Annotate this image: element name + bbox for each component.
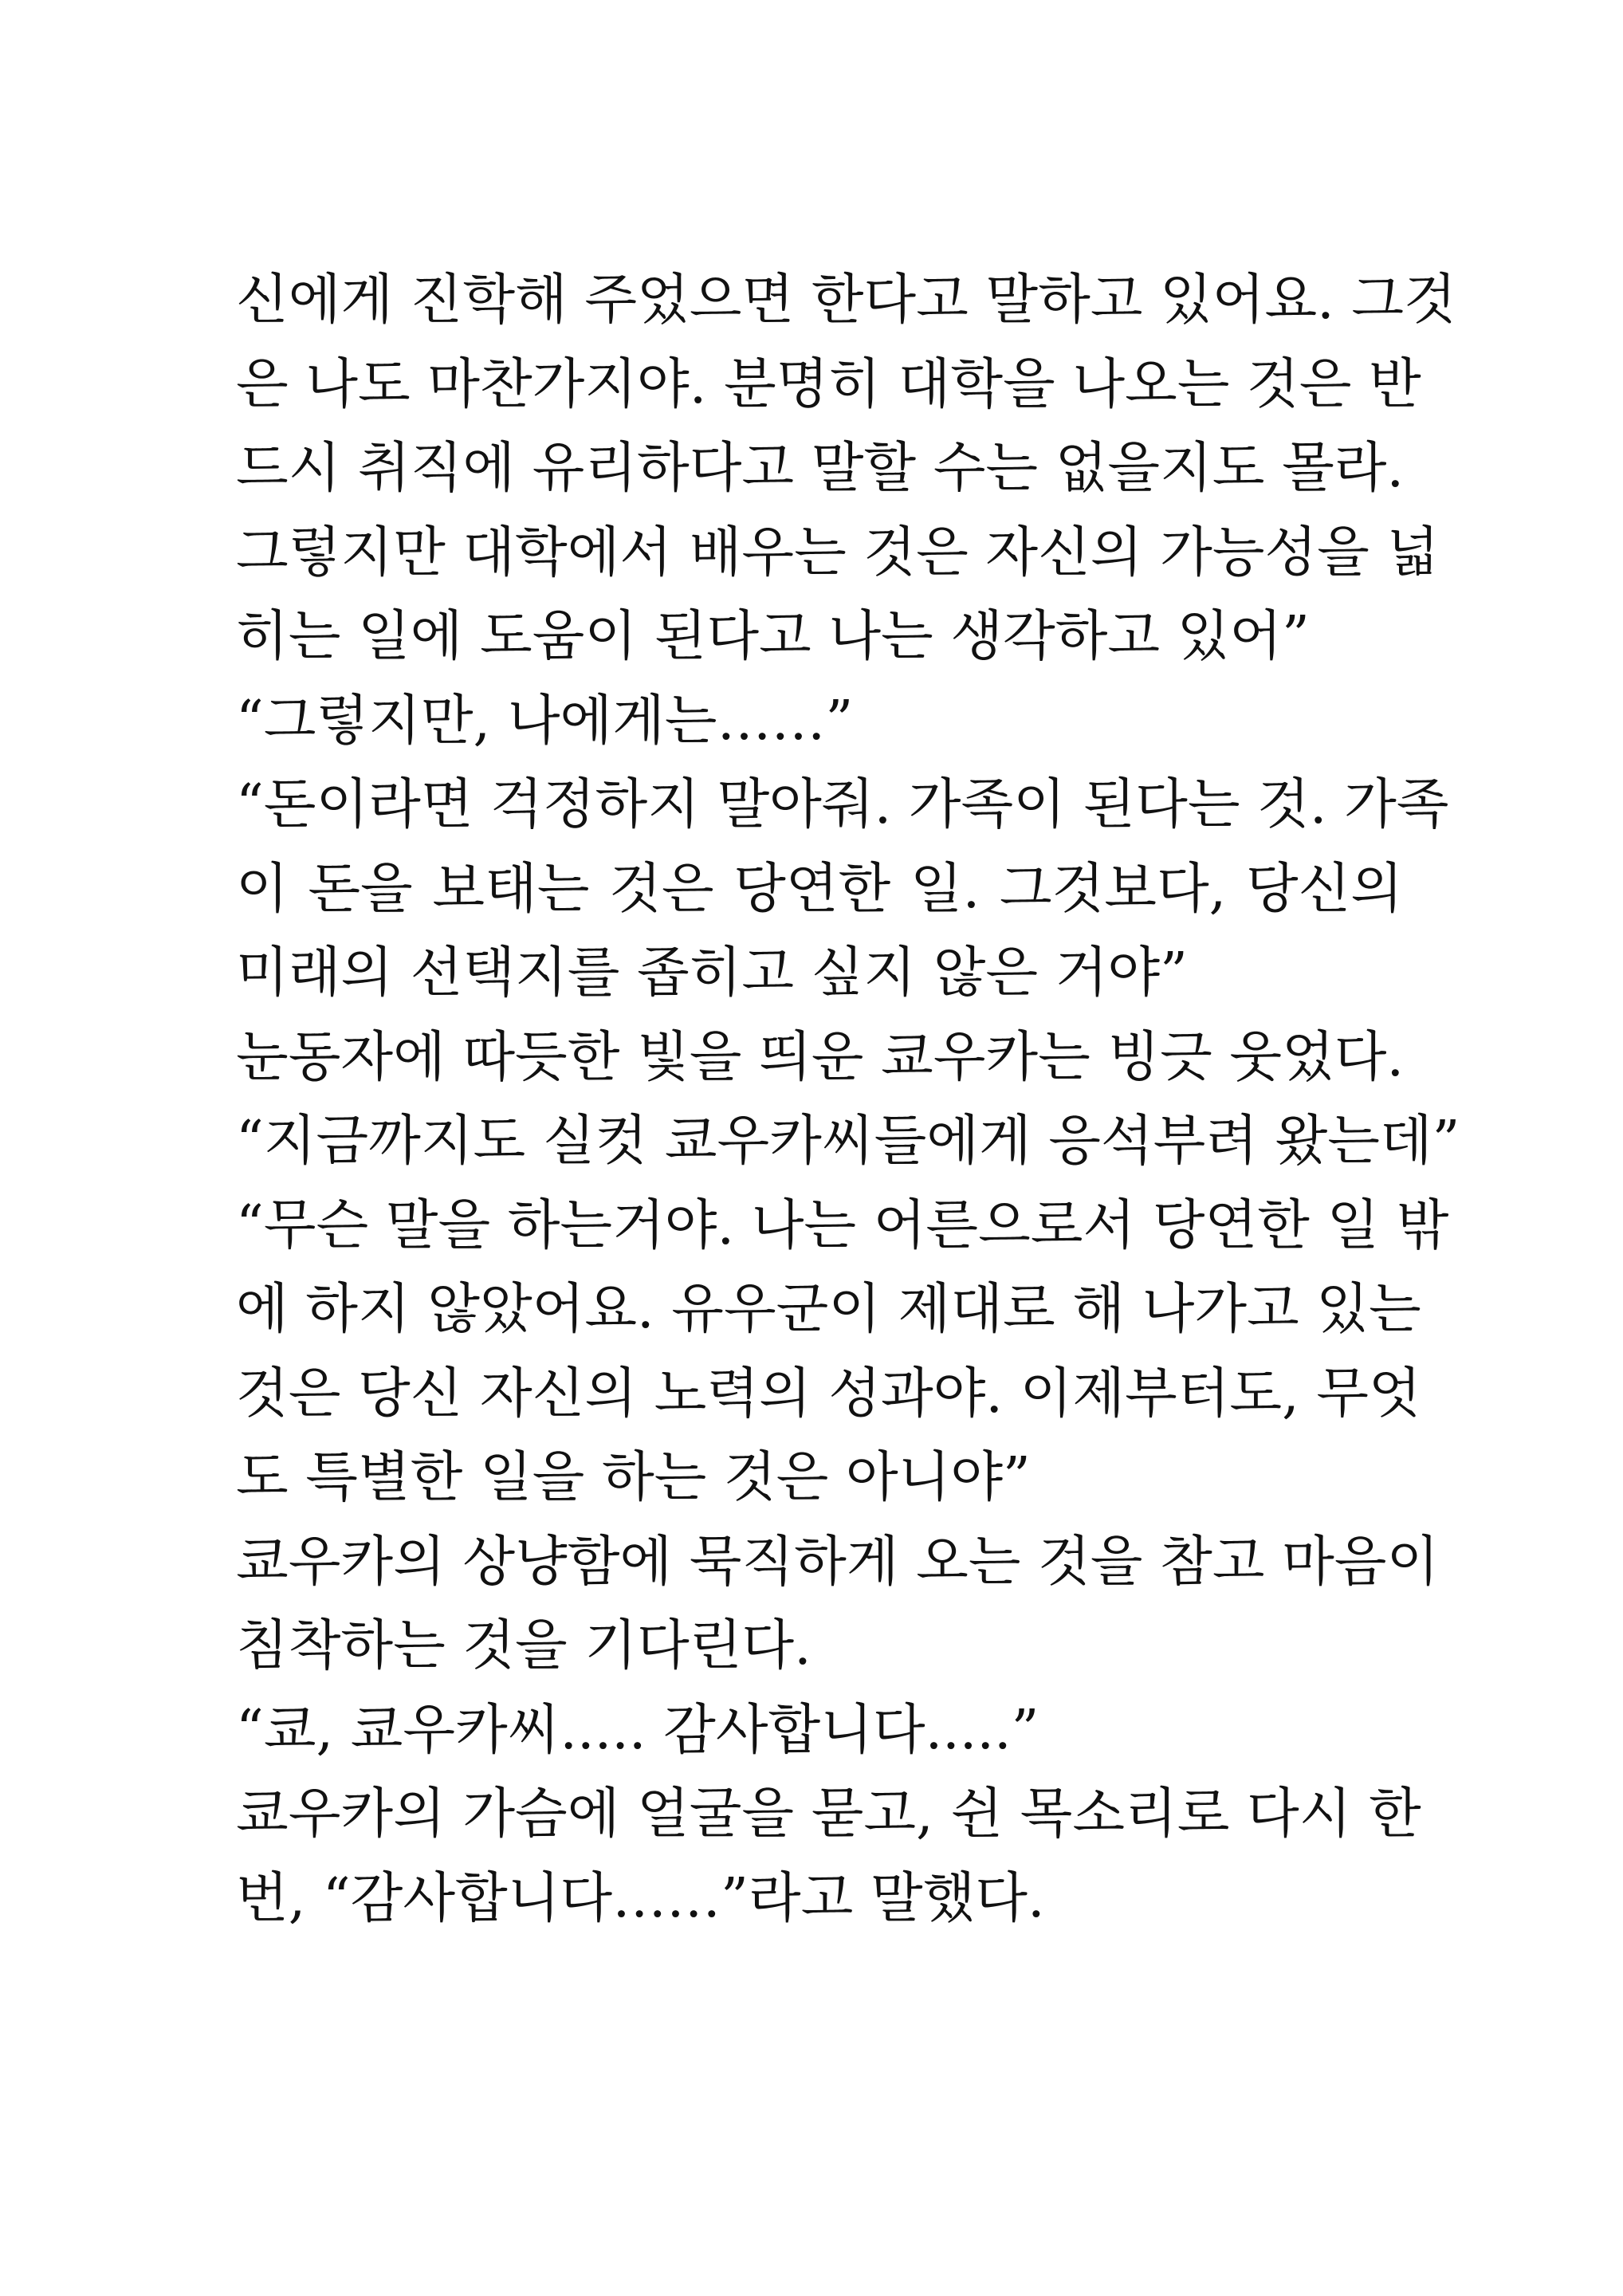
text-line: 눈동자에 따듯한 빛을 띄운 쿄우카는 빙긋 웃었다. bbox=[236, 1025, 1405, 1089]
text-line: 은 나도 마찬가지야. 분명히 대학을 나오는 것은 반 bbox=[236, 352, 1421, 416]
text-line: 그렇지만 대학에서 배우는 것은 자신의 가능성을 넓 bbox=[236, 521, 1440, 584]
body-text bbox=[236, 258, 1460, 1940]
text-line: 도 특별한 일을 하는 것은 아니야” bbox=[236, 1446, 1031, 1509]
text-line: 신에게 진학해 주었으면 한다고 말하고 있어요. 그것 bbox=[236, 269, 1456, 332]
text-line: 이 돈을 보태는 것은 당연한 일. 그것보다, 당신의 bbox=[236, 857, 1403, 921]
text-line: 미래의 선택지를 좁히고 싶지 않은 거야” bbox=[236, 942, 1188, 1005]
text-line: 드시 취직에 유리하다고 말할 수는 없을지도 몰라. bbox=[236, 437, 1405, 500]
text-line: 쿄우카의 가슴에 얼굴을 묻고, 쉰 목소리로 다시 한 bbox=[236, 1783, 1421, 1846]
text-line: 쿄우카의 상냥함에 묵직하게 오는 것을 참고 마음이 bbox=[236, 1530, 1440, 1594]
text-line: 히는 일에 도움이 된다고 나는 생각하고 있어” bbox=[236, 605, 1310, 668]
text-line: “지금까지도 실컷 쿄우카씨들에게 응석부려 왔는데” bbox=[236, 1110, 1460, 1173]
text-line: “쿄, 쿄우카씨..... 감사합니다.....” bbox=[236, 1698, 1039, 1762]
text-line: 에 하지 않았어요. 유우군이 제대로 해 나가고 있는 bbox=[236, 1278, 1421, 1341]
text-line: 번, “감사합니다……”라고 말했다. bbox=[236, 1866, 1045, 1930]
text-line: “돈이라면 걱정하지 말아줘. 가족이 된다는 것. 가족 bbox=[236, 773, 1449, 836]
text-line: 침착하는 것을 기다린다. bbox=[236, 1614, 812, 1677]
text-line: “무슨 말을 하는거야. 나는 어른으로서 당연한 일 밖 bbox=[236, 1193, 1449, 1257]
text-line: “그렇지만, 나에게는……” bbox=[236, 689, 854, 753]
text-line: 것은 당신 자신의 노력의 성과야. 이제부터도, 무엇 bbox=[236, 1362, 1421, 1425]
